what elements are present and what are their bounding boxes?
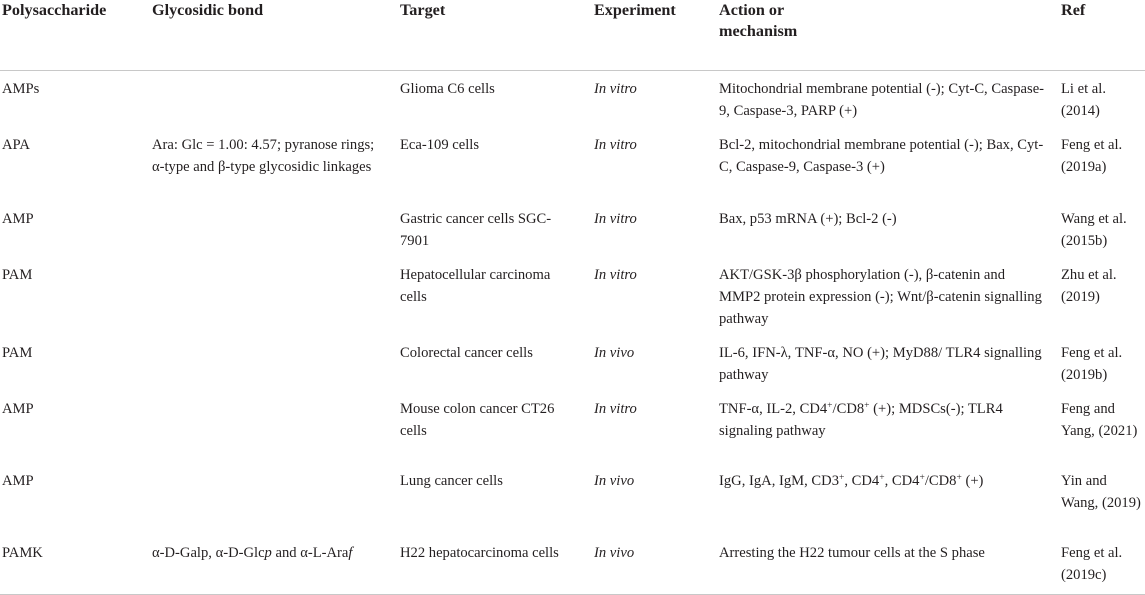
cell-glycosidic-bond xyxy=(140,391,386,463)
cell-experiment xyxy=(580,127,705,201)
header-target: Target xyxy=(386,0,580,70)
action-text: , CD4 xyxy=(884,472,920,489)
bond-italic: p xyxy=(264,544,272,561)
header-action-line2: mechanism xyxy=(719,22,798,40)
cell-ref: Feng et al. (2019c) xyxy=(1047,535,1145,595)
header-ref: Ref xyxy=(1047,0,1145,70)
experiment-text: In vitro xyxy=(594,266,637,283)
action-text: (+); MDSCs(-); TLR4 signaling pathway xyxy=(719,400,1003,439)
superscript: + xyxy=(864,400,870,411)
experiment-text: In vivo xyxy=(594,472,635,489)
superscript: + xyxy=(919,472,925,483)
cell-experiment xyxy=(580,391,705,463)
table-row xyxy=(0,535,1145,595)
cell-glycosidic-bond xyxy=(140,535,386,595)
action-text: IgG, IgA, IgM, CD3 xyxy=(719,472,839,489)
experiment-text: In vitro xyxy=(594,400,637,417)
table-row xyxy=(0,127,1145,201)
header-experiment: Experiment xyxy=(580,0,705,70)
cell-action: Bcl-2, mitochondrial membrane potential (-); Bax, Cyt-C, Caspase-9, Caspase-3 (+) xyxy=(719,136,1044,175)
cell-target: Gastric cancer cells SGC-7901 xyxy=(400,210,552,249)
cell-target: Hepatocellular carcinoma cells xyxy=(400,266,551,305)
header-action-or-mechanism xyxy=(705,0,1047,70)
header-glycosidic-bond: Glycosidic bond xyxy=(140,0,386,70)
superscript: + xyxy=(839,472,845,483)
action-text: /CD8 xyxy=(924,472,957,489)
action-text: , CD4 xyxy=(844,472,880,489)
cell-experiment xyxy=(580,335,705,391)
table-row xyxy=(0,201,1145,257)
cell-experiment xyxy=(580,535,705,595)
cell-ref: Wang et al. (2015b) xyxy=(1061,210,1127,249)
cell-glycosidic-bond xyxy=(140,201,386,257)
cell-action: IL-6, IFN-λ, TNF-α, NO (+); MyD88/ TLR4 signalling pathway xyxy=(719,344,1042,383)
superscript: + xyxy=(956,472,962,483)
cell-target: Mouse colon cancer CT26 cells xyxy=(400,400,555,439)
cell-glycosidic-bond: Ara: Glc = 1.00: 4.57; pyranose rings; α-type and β-type glycosidic linkages xyxy=(152,136,375,175)
cell-target: Eca-109 cells xyxy=(400,136,480,153)
table-row xyxy=(0,70,1145,127)
experiment-text: In vivo xyxy=(594,544,635,561)
action-text: TNF-α, IL-2, CD4 xyxy=(719,400,828,417)
cell-target: Lung cancer cells xyxy=(400,472,503,489)
cell-experiment xyxy=(580,463,705,535)
experiment-text: In vitro xyxy=(594,80,637,97)
cell-experiment xyxy=(580,201,705,257)
cell-ref: Zhu et al. (2019) xyxy=(1061,266,1117,305)
cell-polysaccharide: PAMK xyxy=(0,535,140,595)
cell-action xyxy=(705,463,1047,535)
bond-text: and α-L-Ara xyxy=(271,544,349,561)
cell-glycosidic-bond xyxy=(140,257,386,335)
table-row xyxy=(0,257,1145,335)
cell-action: Mitochondrial membrane potential (-); Cyt-C, Caspase-9, Caspase-3, PARP (+) xyxy=(719,80,1045,119)
cell-polysaccharide: PAM xyxy=(2,266,33,283)
bond-text: α-D-Galp, α-D-Glc xyxy=(152,544,265,561)
cell-ref: Feng et al. (2019b) xyxy=(1061,344,1123,383)
cell-action: Arresting the H22 tumour cells at the S phase xyxy=(705,535,1047,595)
cell-glycosidic-bond xyxy=(140,335,386,391)
header-row xyxy=(0,0,1145,70)
cell-ref: Feng et al. (2019a) xyxy=(1061,136,1123,175)
table-body xyxy=(0,70,1145,595)
bond-italic: f xyxy=(348,544,353,561)
cell-action xyxy=(705,391,1047,463)
action-text: (+) xyxy=(961,472,984,489)
cell-ref: Feng and Yang, (2021) xyxy=(1061,400,1138,439)
table-row xyxy=(0,335,1145,391)
cell-experiment xyxy=(580,70,705,127)
cell-polysaccharide: AMP xyxy=(2,472,34,489)
cell-target: Colorectal cancer cells xyxy=(400,344,533,361)
cell-experiment xyxy=(580,257,705,335)
cell-ref: Li et al. (2014) xyxy=(1061,80,1106,119)
cell-action: AKT/GSK-3β phosphorylation (-), β-catenin and MMP2 protein expression (-); Wnt/β-catenin signalling pathway xyxy=(719,266,1042,327)
cell-action: Bax, p53 mRNA (+); Bcl-2 (-) xyxy=(719,210,897,227)
cell-polysaccharide: AMPs xyxy=(2,80,40,97)
cell-polysaccharide: AMP xyxy=(2,400,34,417)
cell-polysaccharide: APA xyxy=(2,136,30,153)
cell-target: Glioma C6 cells xyxy=(400,80,495,97)
action-text: /CD8 xyxy=(832,400,865,417)
superscript: + xyxy=(879,472,885,483)
cell-glycosidic-bond xyxy=(140,463,386,535)
experiment-text: In vivo xyxy=(594,344,635,361)
cell-target: H22 hepatocarcinoma cells xyxy=(386,535,580,595)
table-header xyxy=(0,0,1145,70)
cell-polysaccharide: AMP xyxy=(2,210,34,227)
experiment-text: In vitro xyxy=(594,210,637,227)
cell-glycosidic-bond xyxy=(140,70,386,127)
header-action-line1: Action or xyxy=(719,1,785,19)
table-row xyxy=(0,391,1145,463)
superscript: + xyxy=(827,400,833,411)
cell-polysaccharide: PAM xyxy=(2,344,33,361)
header-polysaccharide: Polysaccharide xyxy=(0,0,140,70)
table-row xyxy=(0,463,1145,535)
cell-ref: Yin and Wang, (2019) xyxy=(1061,472,1141,511)
experiment-text: In vitro xyxy=(594,136,637,153)
